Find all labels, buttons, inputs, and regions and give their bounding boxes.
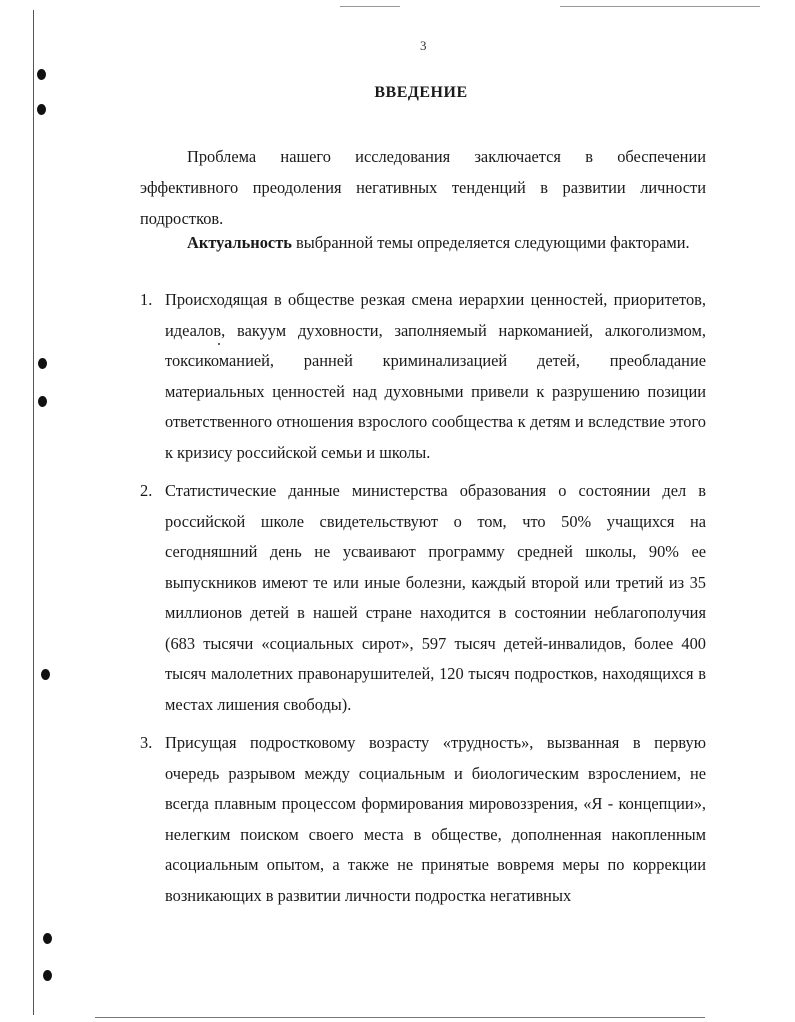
relevance-text: выбранной темы определяется следующими факторами. <box>291 233 690 252</box>
binder-hole <box>43 970 52 981</box>
relevance-paragraph <box>140 227 706 258</box>
list-item <box>140 728 706 911</box>
list-number: 2. <box>140 481 153 500</box>
page-number: 3 <box>420 38 427 53</box>
relevance-term: Актуальность <box>187 233 292 252</box>
intro-paragraph: Проблема нашего исследования заключается в обеспечении эффективного преодоления негативных тенденций в развитии личности подростков. <box>140 147 706 228</box>
scan-margin-line <box>33 10 34 1015</box>
binder-hole <box>37 104 46 115</box>
factors-list <box>140 285 706 911</box>
scan-artifact-top <box>560 6 760 7</box>
list-text: Происходящая в обществе резкая смена иерархии ценностей, приоритетов, идеалов, вакуум духовности, заполняемый наркоманией, алкоголизмом, токсикоманией, ранней криминализацией детей, преобладание материальных ценностей над духовными привели к разрушению позиции ответственного отношения взрослого сообщества к детям и вследствие этого к кризису российской семьи и школы. <box>165 290 706 462</box>
list-item <box>140 476 706 720</box>
binder-hole <box>38 358 47 369</box>
list-text: Статистические данные министерства образования о состоянии дел в российской школе свидетельствуют о том, что 50% учащихся на сегодняшний день не усваивают программу средней школы, 90% ее выпускников имеют те или иные болезни, каждый второй или третий из 35 миллионов детей в нашей стране находится в состоянии неблагополучия (683 тысячи «социальных сирот», 597 тысяч детей-инвалидов, более 400 тысяч малолетних правонарушителей, 120 тысяч подростков, находящихся в местах лишения свободы). <box>165 481 706 714</box>
list-number: 3. <box>140 733 153 752</box>
binder-hole <box>43 933 52 944</box>
scan-artifact-bottom <box>95 1017 705 1018</box>
scan-artifact-top <box>340 6 400 7</box>
section-title: ВВЕДЕНИЕ <box>374 84 468 101</box>
list-text: Присущая подростковому возрасту «трудность», вызванная в первую очередь разрывом между социальным и биологическим взрослением, не всегда плавным процессом формирования мировоззрения, «Я - концепции», нелегким поиском своего места в обществе, дополненная накопленным асоциальным опытом, а также не принятые вовремя меры по коррекции возникающих в развитии личности подростка негативных <box>165 733 706 905</box>
list-item <box>140 285 706 468</box>
binder-hole <box>37 69 46 80</box>
list-number: 1. <box>140 290 153 309</box>
binder-hole <box>41 669 50 680</box>
binder-hole <box>38 396 47 407</box>
